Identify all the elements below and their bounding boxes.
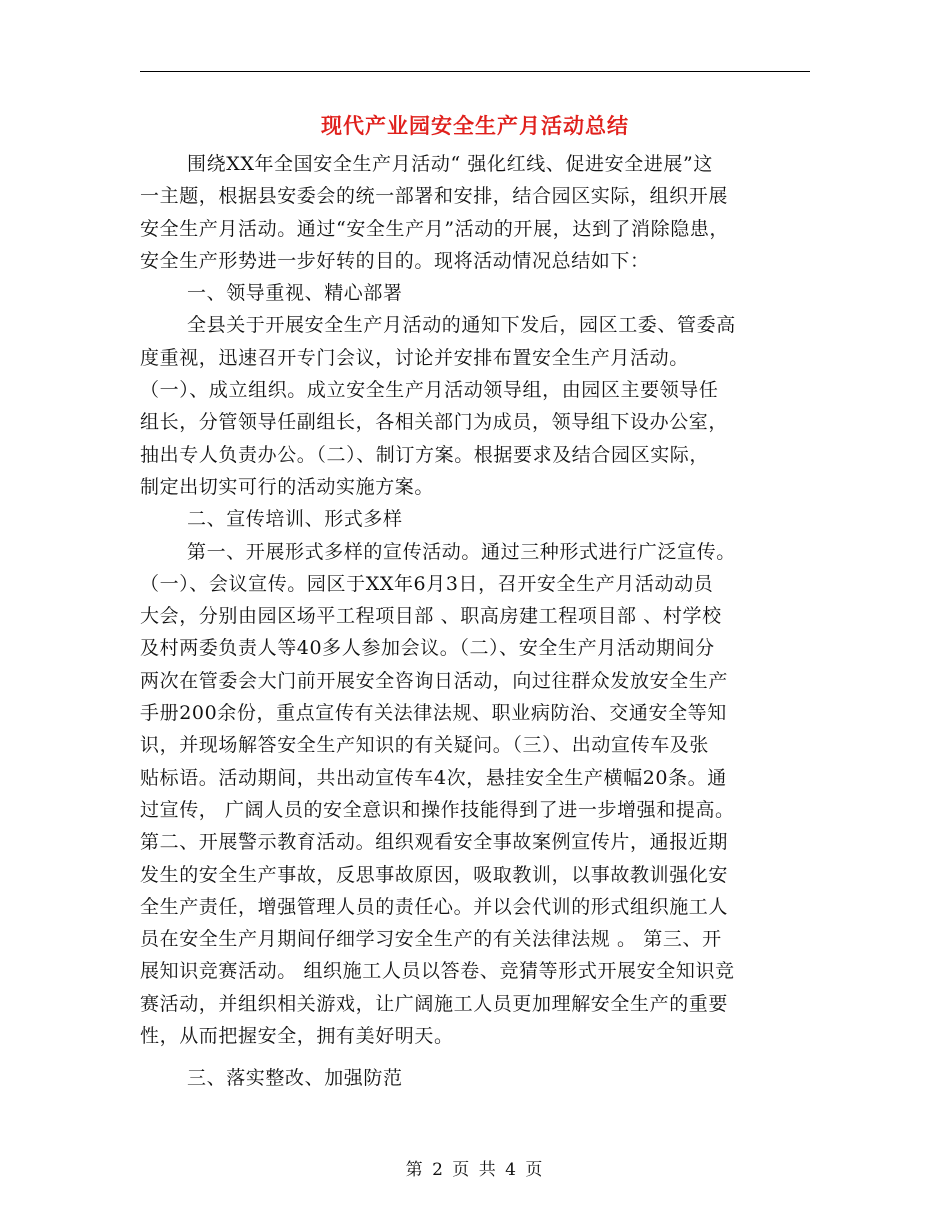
body-line: 一、领导重视、精心部署 — [187, 282, 403, 305]
body-line: 安全生产形势进一步好转的目的。现将活动情况总结如下： — [140, 249, 650, 272]
body-line: 抽出专人负责办公。（二）、制订方案。根据要求及结合园区实际， — [140, 443, 710, 466]
body-line: 贴标语。活动期间，共出动宣传车4次，悬挂安全生产横幅20条。通 — [140, 766, 727, 789]
body-line: 赛活动，并组织相关游戏，让广阔施工人员更加理解安全生产的重要 — [140, 992, 729, 1015]
body-line: 全县关于开展安全生产月活动的通知下发后，园区工委、管委高 — [187, 314, 736, 337]
body-line: 安全生产月活动。通过“安全生产月”活动的开展，达到了消除隐患， — [140, 217, 730, 240]
body-line: 一主题，根据县安委会的统一部署和安排，结合园区实际，组织开展 — [140, 185, 729, 208]
body-line: 手册200余份，重点宣传有关法律法规、职业病防治、交通安全等知 — [140, 702, 727, 725]
body-line: 第一、开展形式多样的宣传活动。通过三种形式进行广泛宣传。 — [187, 540, 736, 563]
body-line: 围绕XX年全国安全生产月活动“ 强化红线、促进安全进展”这 — [187, 153, 713, 175]
body-line: 两次在管委会大门前开展安全咨询日活动，向过往群众发放安全生产 — [140, 669, 729, 692]
document-title: 现代产业园安全生产月活动总结 — [321, 113, 629, 138]
page-footer: 第 2 页 共 4 页 — [405, 1160, 545, 1180]
body-line: 展知识竞赛活动。 组织施工人员以答卷、竞猜等形式开展安全知识竞 — [140, 960, 735, 983]
body-line: 全生产责任，增强管理人员的责任心。并以会代训的形式组织施工人 — [140, 895, 729, 918]
body-line: 性，从而把握安全，拥有美好明天。 — [140, 1025, 454, 1048]
body-line: 发生的安全生产事故，反思事故原因，吸取教训，以事故教训强化安 — [140, 863, 729, 886]
body-line: 制定出切实可行的活动实施方案。 — [140, 475, 435, 498]
body-line: 识，并现场解答安全生产知识的有关疑问。（三）、出动宣传车及张 — [140, 734, 710, 757]
body-line: 二、宣传培训、形式多样 — [187, 508, 403, 531]
body-line: 及村两委负责人等40多人参加会议。（二）、安全生产月活动期间分 — [140, 637, 715, 660]
body-line: （一）、成立组织。成立安全生产月活动领导组，由园区主要领导任 — [140, 379, 719, 402]
body-line: 度重视，迅速召开专门会议，讨论并安排布置安全生产月活动。 — [140, 346, 689, 369]
body-line: 大会，分别由园区场平工程项目部 、职高房建工程项目部 、村学校 — [140, 605, 722, 628]
body-line: 员在安全生产月期间仔细学习安全生产的有关法律法规 。 第三、开 — [140, 928, 722, 951]
body-line: 第二、开展警示教育活动。组织观看安全事故案例宣传片，通报近期 — [140, 831, 729, 854]
body-line: 过宣传， 广阔人员的安全意识和操作技能得到了进一步增强和提高。 — [140, 798, 735, 821]
document-body — [140, 148, 812, 1095]
body-line: 组长，分管领导任副组长，各相关部门为成员，领导组下设办公室， — [140, 411, 729, 434]
body-line: （一）、会议宣传。园区于XX年6月3日，召开安全生产月活动动员 — [140, 572, 714, 595]
header-rule — [140, 71, 810, 72]
body-line: 三、落实整改、加强防范 — [187, 1067, 403, 1090]
